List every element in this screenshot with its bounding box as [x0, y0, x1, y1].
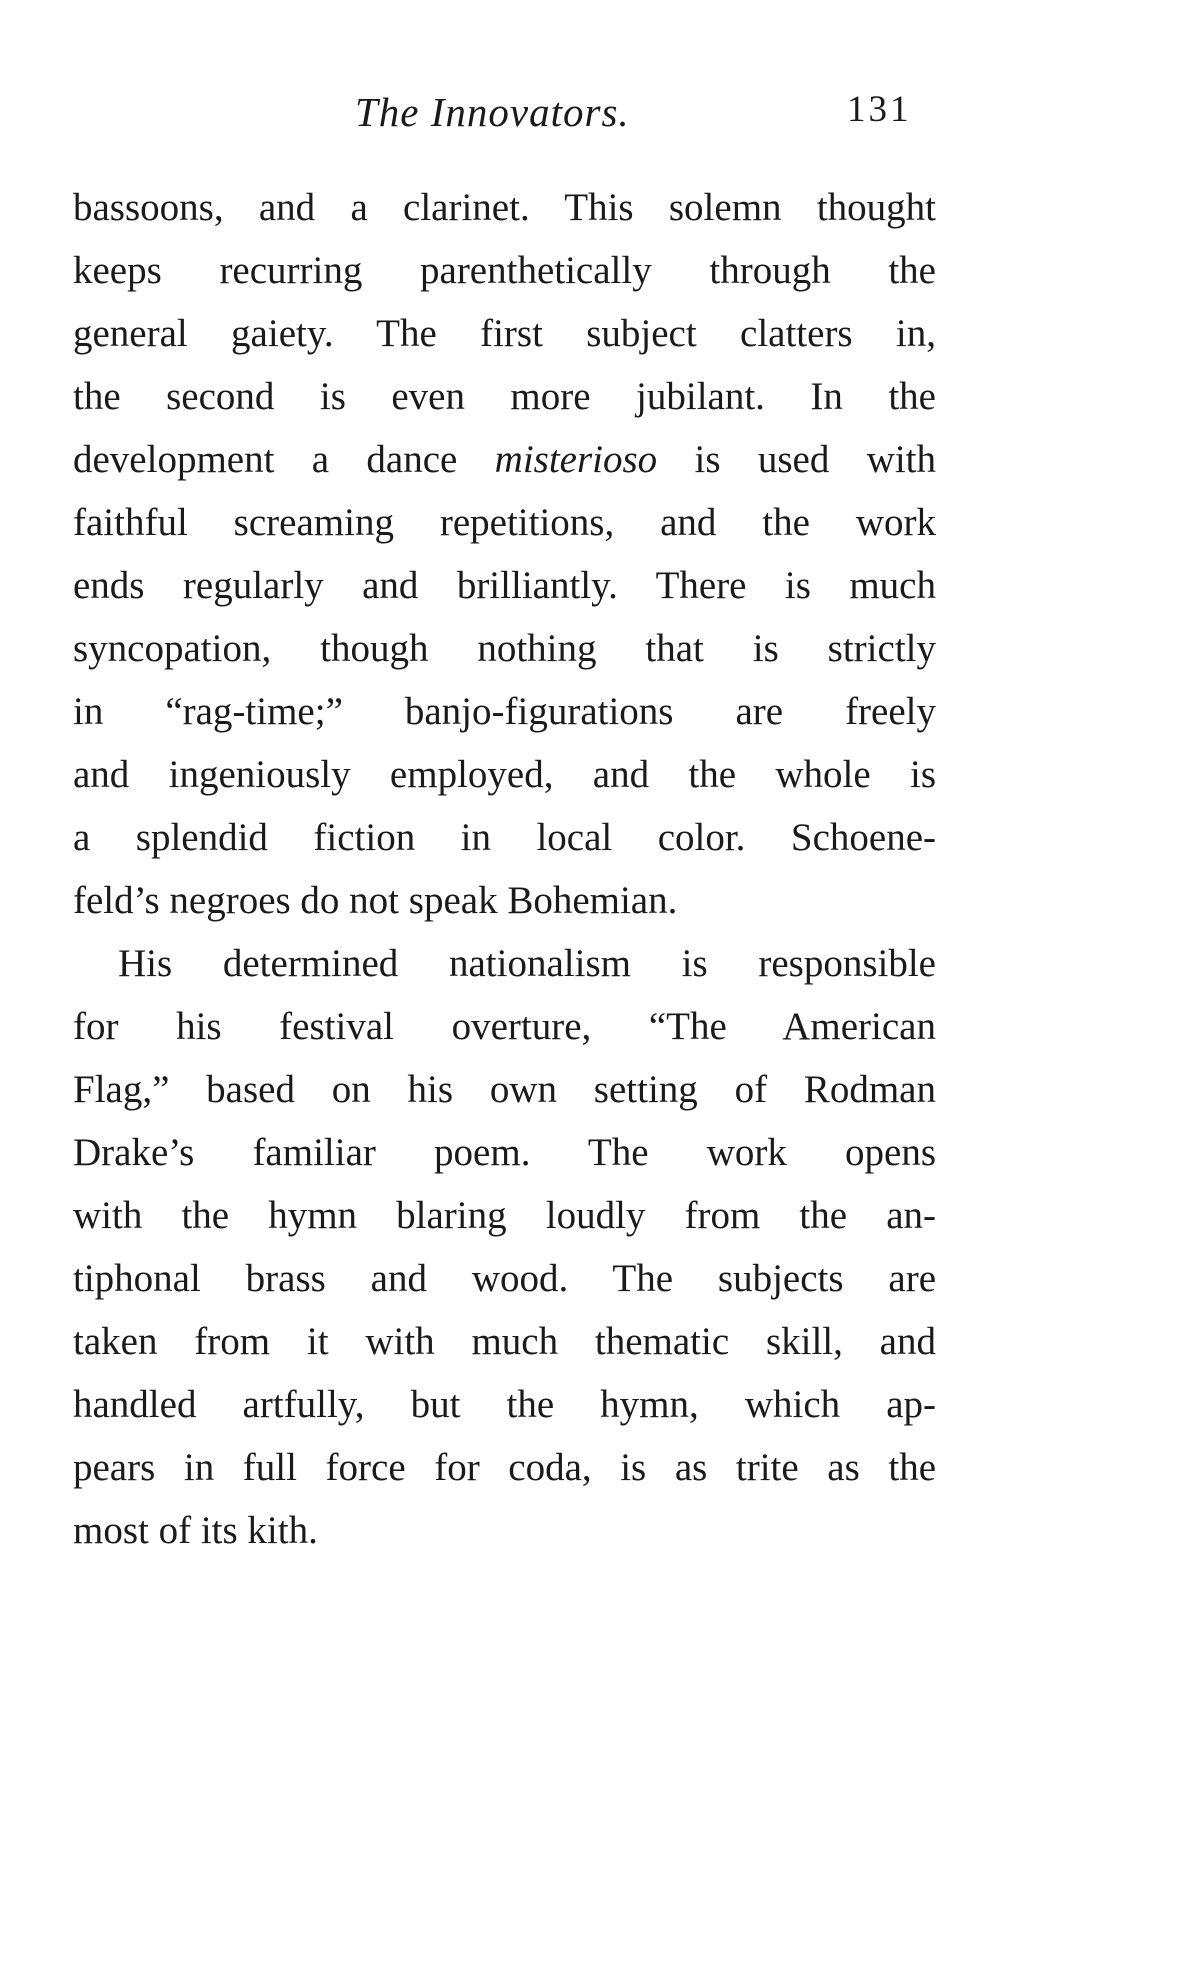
italic-term: misterioso: [494, 438, 658, 481]
text-line: most of its kith.: [73, 1509, 318, 1552]
text-line: handled artfully, but the hymn, which ap-: [73, 1383, 936, 1426]
text-line: tiphonal brass and wood. The subjects are: [73, 1257, 936, 1300]
text-line: feld’s negroes do not speak Bohemian.: [73, 879, 678, 922]
text-line: for his festival overture, “The American: [73, 1005, 936, 1048]
text-line: bassoons, and a clarinet. This solemn thought: [73, 186, 936, 229]
text-line: keeps recurring parenthetically through the: [73, 249, 936, 292]
text-run: development a dance: [73, 438, 495, 481]
text-line: Drake’s familiar poem. The work opens: [73, 1131, 936, 1174]
text-line: in “rag-time;” banjo-figurations are freely: [73, 690, 936, 733]
running-head: [0, 88, 1203, 138]
text-line: faithful screaming repetitions, and the work: [73, 501, 936, 544]
text-line: Flag,” based on his own setting of Rodman: [73, 1068, 936, 1111]
text-line: pears in full force for coda, is as trite as the: [73, 1446, 936, 1489]
text-line: ends regularly and brilliantly. There is much: [73, 564, 936, 607]
text-line: taken from it with much thematic skill, and: [73, 1320, 936, 1363]
page-number: 131: [847, 89, 912, 130]
paragraph: [73, 176, 936, 932]
running-title: The Innovators.: [355, 89, 630, 135]
text-run: is used with: [657, 438, 936, 481]
text-line: [73, 428, 936, 491]
text-line: with the hymn blaring loudly from the an-: [73, 1194, 936, 1237]
text-line: syncopation, though nothing that is strictly: [73, 627, 936, 670]
text-line: a splendid fiction in local color. Schoene-: [73, 816, 936, 859]
text-line: and ingeniously employed, and the whole is: [73, 753, 936, 796]
body-text: [73, 176, 936, 1562]
text-line: His determined nationalism is responsible: [118, 942, 936, 985]
text-line: the second is even more jubilant. In the: [73, 375, 936, 418]
paragraph: [73, 932, 936, 1562]
text-line: general gaiety. The first subject clatters in,: [73, 312, 936, 355]
